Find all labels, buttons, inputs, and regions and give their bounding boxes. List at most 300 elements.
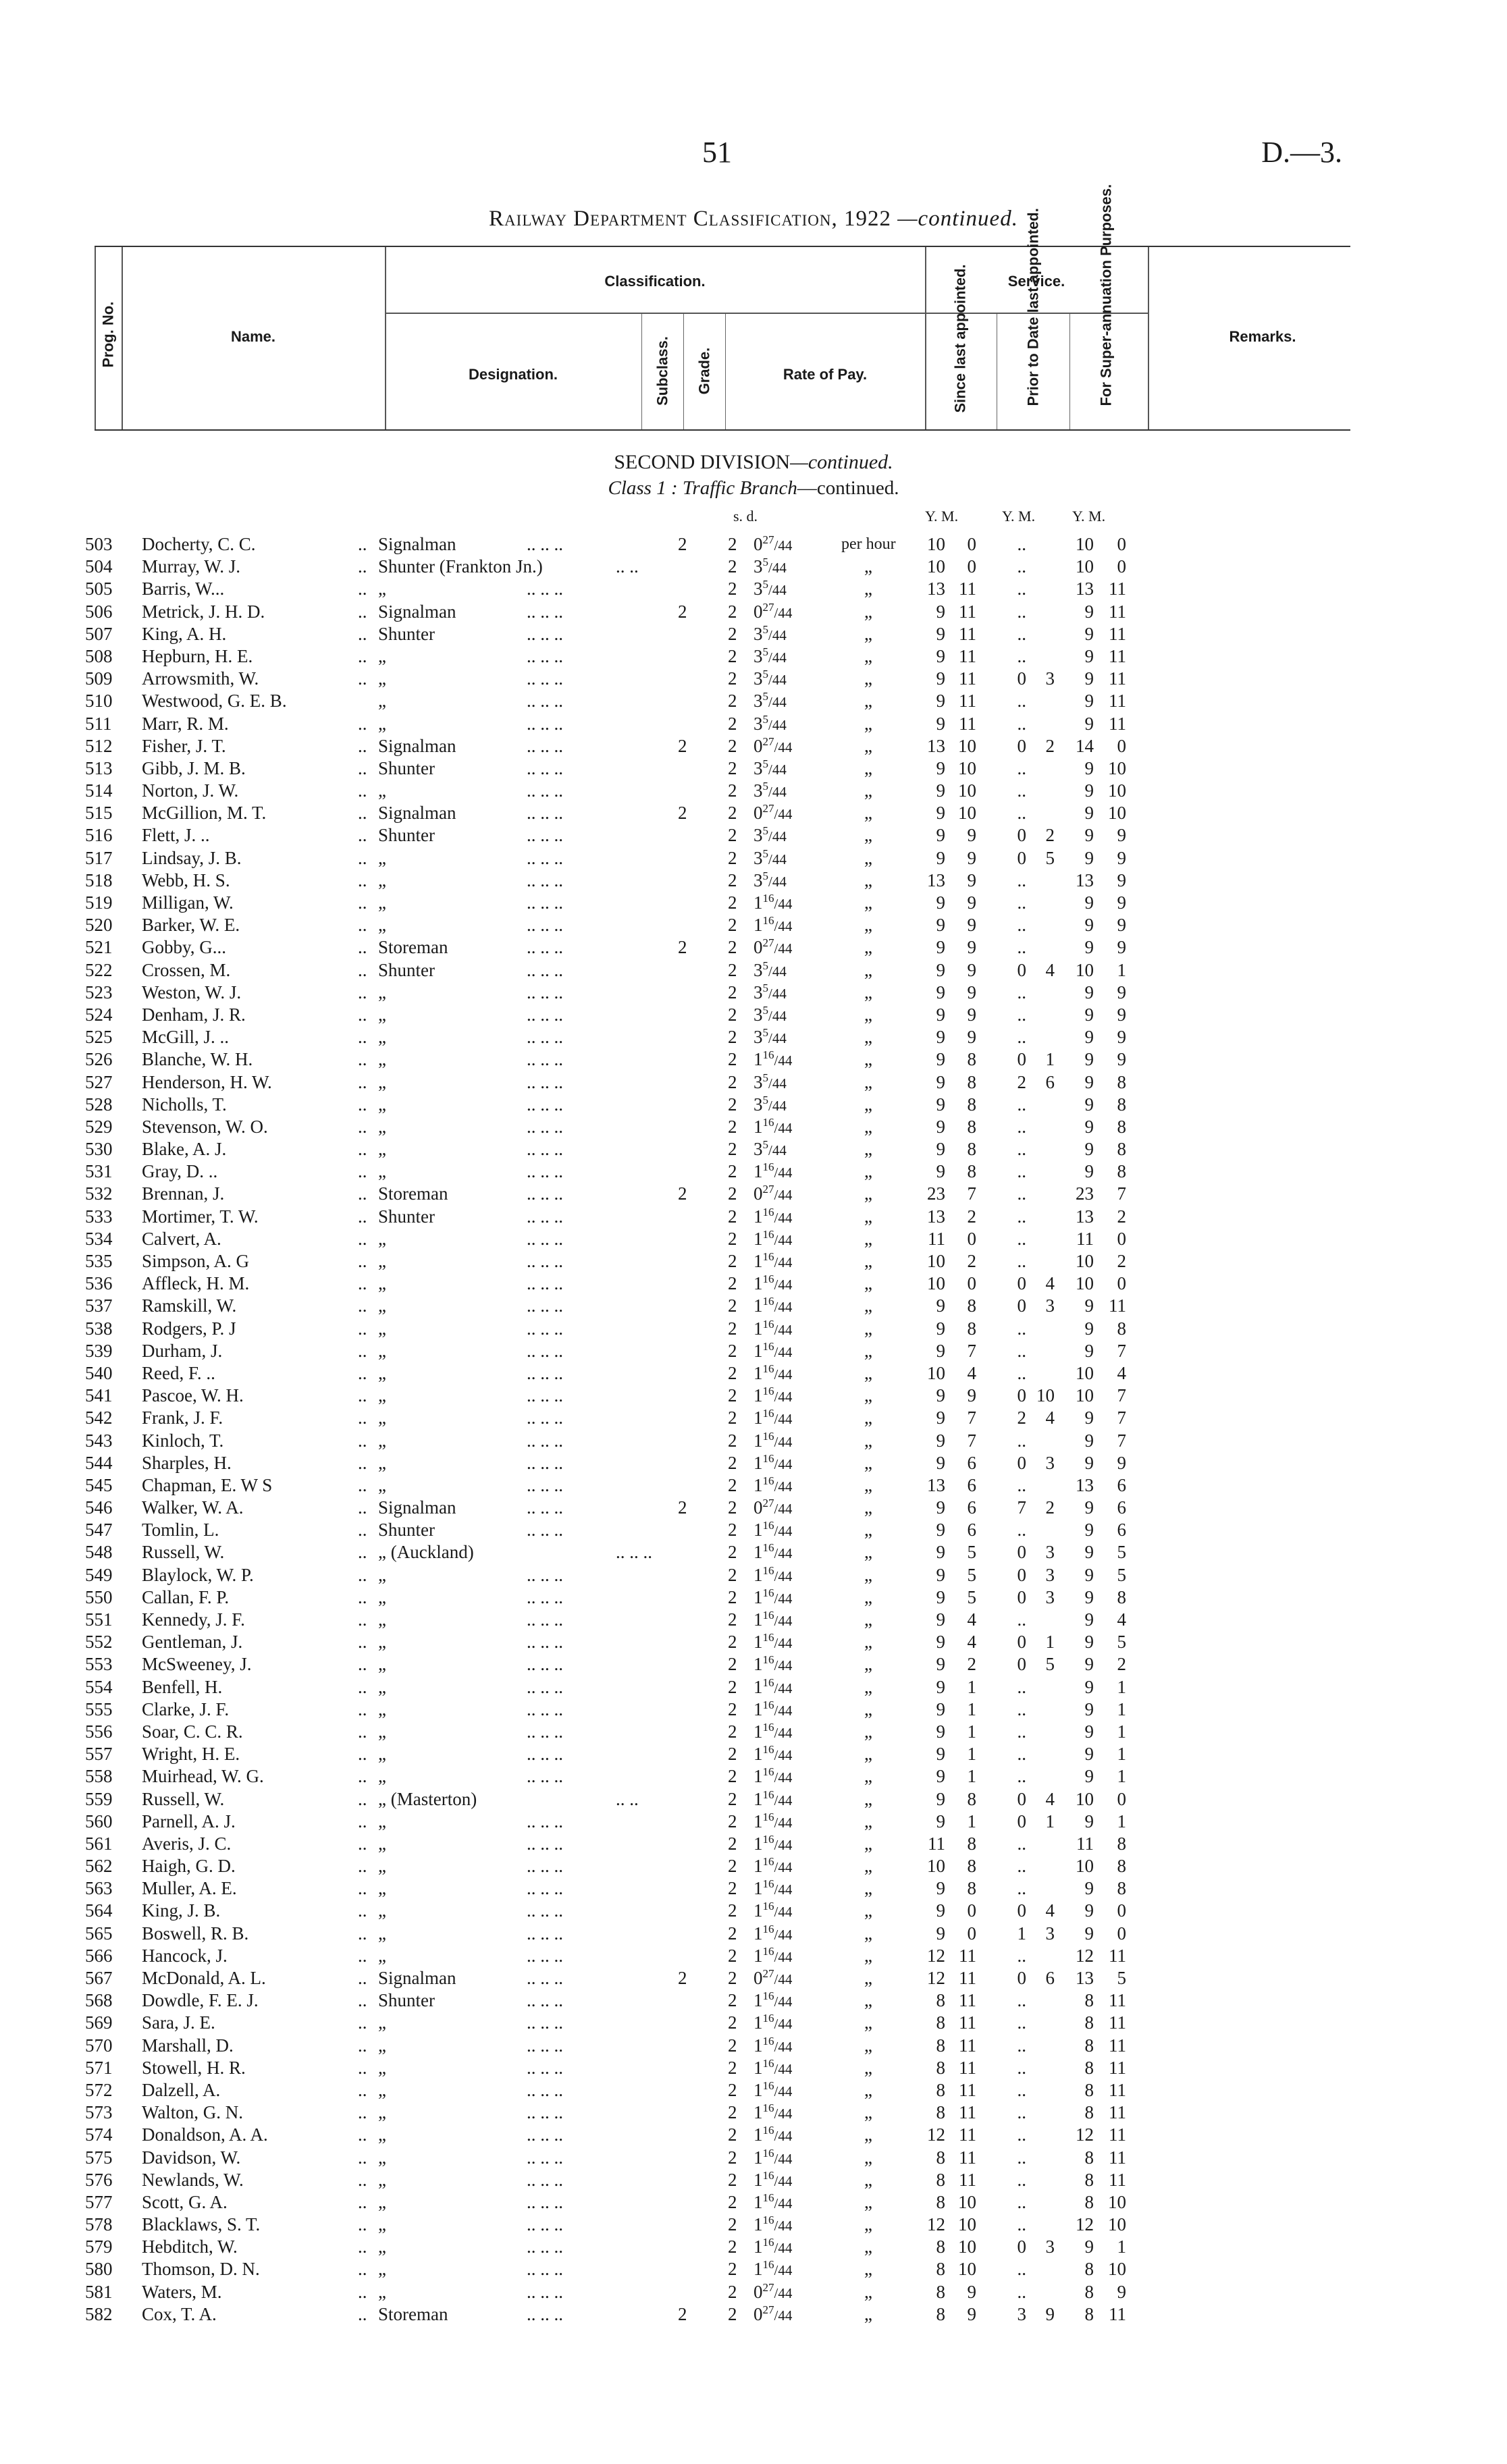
name: Hepburn, H. E. <box>142 645 253 666</box>
header-rule <box>1069 314 1070 429</box>
name: Docherty, C. C. <box>142 534 256 554</box>
since-years: 9 <box>936 1676 945 1697</box>
prior-years: .. <box>1017 1430 1026 1451</box>
rate-unit: „ <box>864 1139 872 1160</box>
super-years: 10 <box>1076 959 1094 980</box>
since-years: 13 <box>927 579 945 599</box>
table-row <box>0 2101 1507 2124</box>
grade: 2 <box>728 757 737 778</box>
rate-shillings: 1 <box>754 1161 763 1182</box>
prog-no: 579 <box>85 2237 113 2257</box>
leader-dots: .. <box>358 1968 367 1988</box>
rate-fraction-denominator: /44 <box>774 2150 793 2167</box>
rate-of-pay <box>754 1048 792 1072</box>
rate-shillings: 1 <box>754 2237 763 2257</box>
prog-no: 529 <box>85 1116 113 1137</box>
rate-unit: „ <box>864 1833 872 1854</box>
designation: „ <box>378 2281 386 2302</box>
subclass: 2 <box>678 601 687 622</box>
leader-dots: .. .. .. <box>527 1520 563 1541</box>
since-years: 9 <box>936 1430 945 1451</box>
rate-fraction-denominator: /44 <box>774 1119 793 1136</box>
rate-of-pay <box>754 1116 792 1140</box>
table-row <box>0 1519 1507 1541</box>
super-years: 9 <box>1084 847 1094 868</box>
rate-fraction-numerator: 16 <box>762 1586 774 1599</box>
table-row <box>0 668 1507 690</box>
rate-shillings: 1 <box>754 1362 763 1383</box>
grade: 2 <box>728 1586 737 1607</box>
name: Stevenson, W. O. <box>142 1116 268 1137</box>
name: Affleck, H. M. <box>142 1273 250 1294</box>
rate-fraction-numerator: 5 <box>762 869 768 882</box>
leader-dots: .. .. .. <box>527 825 563 846</box>
rate-shillings: 3 <box>754 1094 763 1115</box>
super-years: 9 <box>1084 1318 1094 1339</box>
rate-unit: „ <box>864 780 872 801</box>
since-months: 2 <box>967 1251 976 1271</box>
since-months: 9 <box>967 1027 976 1048</box>
leader-dots: .. <box>358 869 367 890</box>
prog-no: 524 <box>85 1004 113 1025</box>
leader-dots: .. <box>358 1632 367 1653</box>
leader-dots: .. .. .. <box>527 1408 563 1428</box>
table-row <box>0 1385 1507 1407</box>
leader-dots: .. .. .. <box>527 534 563 554</box>
unit-sd: s. d. <box>733 508 758 525</box>
rate-of-pay <box>754 1586 792 1610</box>
since-months: 7 <box>967 1430 976 1451</box>
rate-fraction-denominator: /44 <box>768 985 787 1002</box>
rate-of-pay <box>754 959 787 983</box>
super-months: 6 <box>1117 1520 1126 1541</box>
super-months: 1 <box>1117 1811 1126 1831</box>
rate-of-pay <box>754 1295 792 1318</box>
designation: „ <box>378 1632 386 1653</box>
table-row <box>0 1743 1507 1765</box>
rate-of-pay <box>754 735 792 759</box>
designation: „ <box>378 1071 386 1092</box>
super-years: 9 <box>1084 1632 1094 1653</box>
unit-ym-super: Y. M. <box>1072 508 1106 525</box>
rate-unit: „ <box>864 1721 872 1742</box>
prior-years: .. <box>1017 1206 1026 1227</box>
rate-unit: „ <box>864 1497 872 1518</box>
designation: Signalman <box>378 601 456 622</box>
branch-continued: —continued. <box>797 477 899 499</box>
rate-fraction-denominator: /44 <box>768 1075 787 1092</box>
designation: „ (Auckland) <box>378 1542 474 1563</box>
prior-months: 2 <box>1045 825 1055 846</box>
rate-shillings: 3 <box>754 780 763 801</box>
table-row <box>0 1318 1507 1340</box>
name: Donaldson, A. A. <box>142 2124 268 2145</box>
leader-dots: .. .. .. <box>527 1609 563 1630</box>
since-months: 8 <box>967 1116 976 1137</box>
designation: „ <box>378 1139 386 1160</box>
designation: „ <box>378 1744 386 1765</box>
prior-years: .. <box>1017 2035 1026 2056</box>
rate-shillings: 1 <box>754 1721 763 1742</box>
since-years: 13 <box>927 869 945 890</box>
table-row <box>0 2281 1507 2303</box>
super-years: 8 <box>1084 2035 1094 2056</box>
designation: „ <box>378 1698 386 1719</box>
rate-unit: „ <box>864 915 872 936</box>
rate-fraction-numerator: 5 <box>762 1003 768 1017</box>
leader-dots: .. <box>358 1900 367 1921</box>
header-rate-of-pay: Rate of Pay. <box>783 366 868 383</box>
leader-dots: .. .. .. <box>527 1564 563 1585</box>
leader-dots: .. .. .. <box>527 869 563 890</box>
rate-of-pay <box>754 2057 792 2081</box>
rate-fraction-denominator: /44 <box>768 626 787 643</box>
prog-no: 566 <box>85 1945 113 1966</box>
rate-unit: „ <box>864 892 872 913</box>
designation: Shunter <box>378 825 435 846</box>
rate-unit: „ <box>864 713 872 734</box>
super-months: 11 <box>1109 2303 1126 2324</box>
leader-dots: .. .. .. <box>527 982 563 1002</box>
leader-dots: .. <box>358 2057 367 2078</box>
leader-dots: .. .. .. <box>527 780 563 801</box>
designation: „ <box>378 780 386 801</box>
rate-shillings: 1 <box>754 1295 763 1316</box>
rate-fraction-denominator: /44 <box>774 1948 793 1965</box>
leader-dots: .. .. .. <box>527 937 563 958</box>
since-years: 9 <box>936 1116 945 1137</box>
prior-years: .. <box>1017 1833 1026 1854</box>
designation: „ <box>378 915 386 936</box>
prior-years: 0 <box>1017 1049 1026 1070</box>
rate-fraction-numerator: 16 <box>762 1676 774 1689</box>
leader-dots: .. .. .. <box>527 1228 563 1249</box>
prog-no: 548 <box>85 1542 113 1563</box>
grade: 2 <box>728 645 737 666</box>
leader-dots: .. .. .. <box>527 1049 563 1070</box>
rate-of-pay <box>754 2303 792 2327</box>
table-row <box>0 1474 1507 1497</box>
since-years: 9 <box>936 892 945 913</box>
rate-of-pay <box>754 2214 792 2237</box>
leader-dots: .. .. .. <box>527 2169 563 2190</box>
rate-fraction-numerator: 5 <box>762 578 768 591</box>
since-months: 4 <box>967 1632 976 1653</box>
grade: 2 <box>728 892 737 913</box>
prog-no: 556 <box>85 1721 113 1742</box>
rate-shillings: 1 <box>754 1654 763 1675</box>
name: Chapman, E. W S <box>142 1474 273 1495</box>
leader-dots: .. .. .. <box>527 1945 563 1966</box>
designation: „ <box>378 1004 386 1025</box>
designation: „ <box>378 579 386 599</box>
since-months: 10 <box>958 780 976 801</box>
rate-fraction-denominator: /44 <box>774 1724 793 1741</box>
prog-no: 543 <box>85 1430 113 1451</box>
rate-of-pay <box>754 1811 792 1834</box>
super-years: 8 <box>1084 2169 1094 2190</box>
rate-fraction-denominator: /44 <box>774 1052 793 1069</box>
rate-fraction-denominator: /44 <box>774 1590 793 1607</box>
name: Dowdle, F. E. J. <box>142 1990 259 2011</box>
rate-fraction-numerator: 16 <box>762 2214 774 2227</box>
table-row <box>0 757 1507 780</box>
since-months: 11 <box>959 1968 976 1988</box>
rate-fraction-numerator: 16 <box>762 1900 774 1913</box>
designation: Shunter <box>378 959 435 980</box>
leader-dots: .. .. .. <box>527 2057 563 2078</box>
super-months: 6 <box>1117 1474 1126 1495</box>
super-months: 7 <box>1117 1408 1126 1428</box>
designation: „ <box>378 1564 386 1585</box>
since-months: 9 <box>967 1004 976 1025</box>
rate-unit: „ <box>864 1586 872 1607</box>
prog-no: 526 <box>85 1049 113 1070</box>
leader-dots: .. .. .. <box>527 1632 563 1653</box>
designation: „ <box>378 2079 386 2100</box>
prior-months: 2 <box>1045 1497 1055 1518</box>
leader-dots: .. .. .. <box>527 668 563 689</box>
table-row <box>0 1989 1507 2012</box>
division-continued: —continued. <box>790 451 893 473</box>
since-years: 13 <box>927 1206 945 1227</box>
leader-dots: .. .. .. <box>527 915 563 936</box>
super-years: 9 <box>1084 1564 1094 1585</box>
rate-of-pay <box>754 1228 792 1252</box>
rate-fraction-numerator: 16 <box>762 2258 774 2272</box>
rate-fraction-numerator: 5 <box>762 1093 768 1106</box>
since-years: 13 <box>927 1474 945 1495</box>
table-row <box>0 780 1507 802</box>
grade: 2 <box>728 2035 737 2056</box>
rate-fraction-denominator: /44 <box>774 1545 793 1562</box>
rate-fraction-numerator: 16 <box>762 1788 774 1801</box>
rate-shillings: 3 <box>754 1004 763 1025</box>
leader-dots: .. .. .. <box>527 1116 563 1137</box>
prior-years: .. <box>1017 1340 1026 1361</box>
leader-dots: .. <box>358 1945 367 1966</box>
rate-fraction-numerator: 16 <box>762 1810 774 1823</box>
designation: „ <box>378 1385 386 1406</box>
prog-no: 525 <box>85 1027 113 1048</box>
super-years: 14 <box>1076 735 1094 756</box>
prior-years: .. <box>1017 2057 1026 2078</box>
rate-of-pay <box>754 2169 792 2193</box>
super-years: 9 <box>1084 1744 1094 1765</box>
table-row <box>0 936 1507 959</box>
table-row <box>0 2079 1507 2101</box>
super-years: 9 <box>1084 1923 1094 1944</box>
leader-dots: .. <box>358 1430 367 1451</box>
designation: „ <box>378 1340 386 1361</box>
name: Webb, H. S. <box>142 869 230 890</box>
rate-of-pay <box>754 1497 792 1520</box>
rate-unit: „ <box>864 1474 872 1495</box>
prior-years: .. <box>1017 780 1026 801</box>
name: Barris, W... <box>142 579 225 599</box>
leader-dots: .. <box>358 1116 367 1137</box>
rate-of-pay <box>754 780 787 803</box>
table-row <box>0 2303 1507 2326</box>
super-months: 8 <box>1117 1586 1126 1607</box>
rate-fraction-numerator: 5 <box>762 847 768 860</box>
rate-fraction-denominator: /44 <box>774 1568 793 1584</box>
since-years: 9 <box>936 1004 945 1025</box>
since-months: 7 <box>967 1183 976 1204</box>
leader-dots: .. .. .. <box>527 579 563 599</box>
rate-unit: „ <box>864 668 872 689</box>
prog-no: 507 <box>85 623 113 644</box>
super-months: 9 <box>1117 2281 1126 2302</box>
rate-fraction-denominator: /44 <box>774 1455 793 1472</box>
prior-years: .. <box>1017 1362 1026 1383</box>
super-years: 9 <box>1084 1811 1094 1831</box>
prog-no: 580 <box>85 2259 113 2280</box>
since-years: 9 <box>936 825 945 846</box>
rate-unit: „ <box>864 2303 872 2324</box>
name: Gentleman, J. <box>142 1632 243 1653</box>
prior-years: .. <box>1017 601 1026 622</box>
super-months: 11 <box>1109 691 1126 712</box>
prior-months: 4 <box>1045 1408 1055 1428</box>
leader-dots: .. .. .. <box>527 1251 563 1271</box>
grade: 2 <box>728 1251 737 1271</box>
name: Hebditch, W. <box>142 2237 238 2257</box>
name: Milligan, W. <box>142 892 234 913</box>
super-months: 5 <box>1117 1564 1126 1585</box>
designation: Shunter (Frankton Jn.) <box>378 556 543 577</box>
since-years: 8 <box>936 2147 945 2168</box>
division-heading <box>0 451 1507 474</box>
designation: „ <box>378 1923 386 1944</box>
rate-unit: „ <box>864 1318 872 1339</box>
rate-fraction-numerator: 16 <box>762 914 774 928</box>
leader-dots: .. <box>358 2079 367 2100</box>
prog-no: 546 <box>85 1497 113 1518</box>
table-row <box>0 1653 1507 1676</box>
super-months: 8 <box>1117 1878 1126 1899</box>
designation: Storeman <box>378 1183 448 1204</box>
since-years: 8 <box>936 2281 945 2302</box>
super-years: 10 <box>1076 1273 1094 1294</box>
header-prog-no: Prog. No. <box>99 301 117 368</box>
prior-years: .. <box>1017 1744 1026 1765</box>
grade: 2 <box>728 1206 737 1227</box>
super-years: 9 <box>1084 1071 1094 1092</box>
since-months: 11 <box>959 645 976 666</box>
leader-dots: .. <box>358 1856 367 1877</box>
since-months: 9 <box>967 825 976 846</box>
name: Dalzell, A. <box>142 2079 221 2100</box>
leader-dots: .. <box>358 1408 367 1428</box>
prior-years: .. <box>1017 2191 1026 2212</box>
rate-of-pay <box>754 1273 792 1296</box>
prog-no: 532 <box>85 1183 113 1204</box>
name: Metrick, J. H. D. <box>142 601 265 622</box>
name: Newlands, W. <box>142 2169 244 2190</box>
leader-dots: .. <box>358 713 367 734</box>
super-months: 5 <box>1117 1542 1126 1563</box>
table-row <box>0 1004 1507 1026</box>
grade: 2 <box>728 982 737 1002</box>
leader-dots: .. .. .. <box>527 2147 563 2168</box>
table-row <box>0 1811 1507 1833</box>
rate-of-pay <box>754 2236 792 2259</box>
grade: 2 <box>728 2124 737 2145</box>
since-years: 10 <box>927 1362 945 1383</box>
since-months: 5 <box>967 1564 976 1585</box>
since-years: 8 <box>936 2237 945 2257</box>
super-months: 8 <box>1117 1094 1126 1115</box>
table-row <box>0 982 1507 1004</box>
rate-shillings: 1 <box>754 1900 763 1921</box>
super-years: 9 <box>1084 1430 1094 1451</box>
super-years: 9 <box>1084 645 1094 666</box>
leader-dots: .. <box>358 1609 367 1630</box>
rate-of-pay <box>754 1855 792 1879</box>
rate-fraction-denominator: /44 <box>774 2284 793 2301</box>
prog-no: 514 <box>85 780 113 801</box>
prog-no: 527 <box>85 1071 113 1092</box>
rate-fraction-numerator: 16 <box>762 1385 774 1398</box>
prog-no: 504 <box>85 556 113 577</box>
prog-no: 545 <box>85 1474 113 1495</box>
rate-unit: „ <box>864 1564 872 1585</box>
prog-no: 575 <box>85 2147 113 2168</box>
grade: 2 <box>728 1833 737 1854</box>
since-years: 12 <box>927 1945 945 1966</box>
prog-no: 581 <box>85 2281 113 2302</box>
rate-fraction-denominator: /44 <box>768 1142 787 1159</box>
prog-no: 508 <box>85 645 113 666</box>
rate-fraction-denominator: /44 <box>774 1635 793 1652</box>
super-years: 13 <box>1076 1474 1094 1495</box>
name: McGillion, M. T. <box>142 803 267 824</box>
designation: Storeman <box>378 2303 448 2324</box>
super-years: 9 <box>1084 1094 1094 1115</box>
rate-fraction-numerator: 5 <box>762 1071 768 1084</box>
rate-fraction-numerator: 5 <box>762 757 768 770</box>
rate-shillings: 3 <box>754 982 763 1002</box>
header-classification: Classification. <box>604 273 706 290</box>
leader-dots: .. <box>358 2259 367 2280</box>
since-years: 8 <box>936 2169 945 2190</box>
rate-of-pay <box>754 1788 792 1812</box>
table-row <box>0 1923 1507 1945</box>
designation: Signalman <box>378 1968 456 1988</box>
rate-fraction-numerator: 16 <box>762 1407 774 1420</box>
designation: „ <box>378 691 386 712</box>
super-years: 9 <box>1084 1609 1094 1630</box>
prior-years: .. <box>1017 556 1026 577</box>
subclass: 2 <box>678 1968 687 1988</box>
since-months: 8 <box>967 1856 976 1877</box>
leader-dots: .. <box>358 1385 367 1406</box>
rate-of-pay <box>754 802 792 826</box>
unit-ym-prior: Y. M. <box>1002 508 1036 525</box>
table-row <box>0 1541 1507 1563</box>
rate-fraction-denominator: /44 <box>774 2240 793 2257</box>
prog-no: 550 <box>85 1586 113 1607</box>
super-years: 9 <box>1084 668 1094 689</box>
prog-no: 536 <box>85 1273 113 1294</box>
rate-fraction-numerator: 16 <box>762 2101 774 2115</box>
rate-fraction-numerator: 16 <box>762 2236 774 2249</box>
prior-years: .. <box>1017 2259 1026 2280</box>
table-row <box>0 2057 1507 2079</box>
grade: 2 <box>728 1632 737 1653</box>
rate-unit: „ <box>864 1430 872 1451</box>
